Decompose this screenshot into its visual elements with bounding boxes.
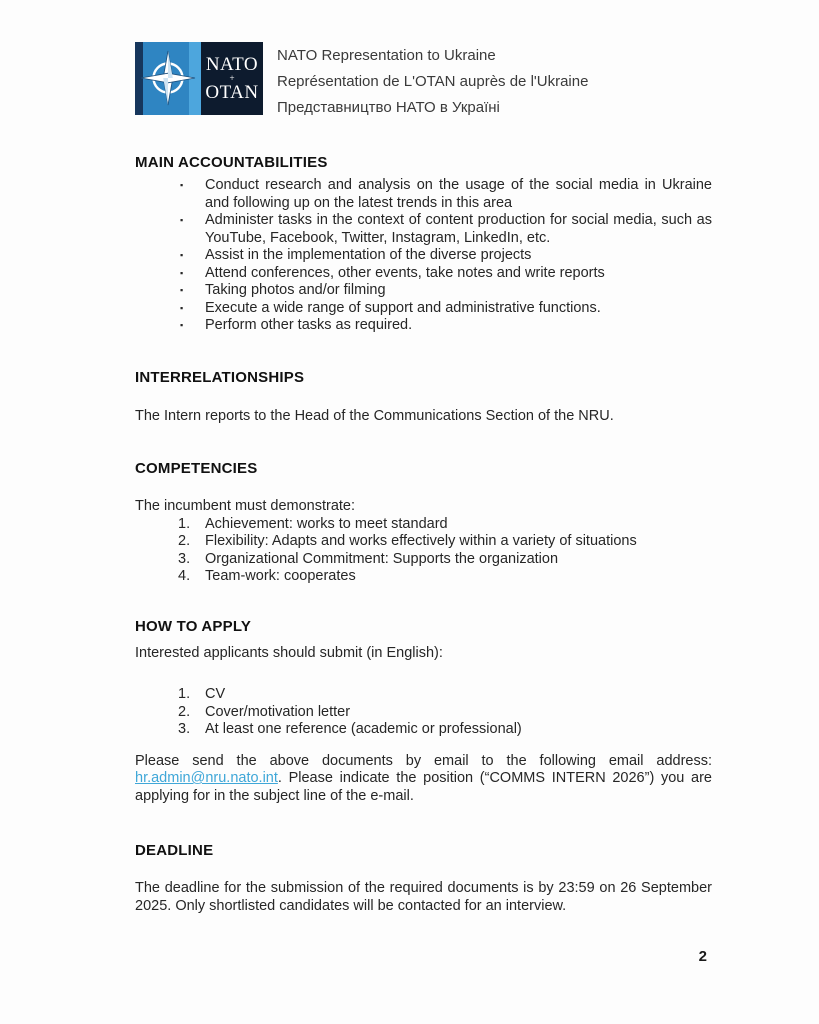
list-item [135, 212, 712, 247]
list-item-number: 1. [178, 686, 191, 702]
list-item-text: At least one reference (academic or professional) [205, 721, 522, 737]
list-item [135, 247, 712, 265]
list-item-text: Team-work: cooperates [205, 568, 356, 584]
list-item [135, 704, 712, 722]
how-to-apply-intro: Interested applicants should submit (in English): [135, 644, 443, 661]
list-item [135, 317, 712, 335]
section-heading-interrelationships: INTERRELATIONSHIPS [135, 368, 305, 386]
list-item-number: 3. [178, 721, 191, 737]
list-item [135, 282, 712, 300]
list-item-text: Perform other tasks as required. [205, 317, 413, 333]
section-heading-main-accountabilities: MAIN ACCOUNTABILITIES [135, 154, 328, 171]
list-item [135, 533, 712, 551]
list-item [135, 686, 712, 704]
list-item [135, 551, 712, 569]
email-para-before: Please send the above documents by email to the following email address: [135, 752, 712, 769]
deadline-body: The deadline for the submission of the required documents is by 23:59 on 26 September 2025. Only shortlisted candidates will be contacted for an interview. [135, 880, 712, 914]
header-title-fr: Représentation de L'OTAN auprès de l'Ukraine [277, 73, 589, 90]
list-item-text: Cover/motivation letter [205, 703, 351, 720]
list-item-text: Organizational Commitment: Supports the organization [205, 550, 559, 567]
list-item-number: 1. [178, 515, 191, 532]
list-item [135, 177, 712, 212]
list-item-text: Assist in the implementation of the diverse projects [205, 247, 532, 263]
logo-otan-text: OTAN [205, 82, 259, 103]
bullet-marker: ▪ [180, 215, 184, 225]
list-item-number: 3. [178, 550, 191, 567]
email-link[interactable]: hr.admin@nru.nato.int [135, 770, 278, 786]
email-para-after: . Please indicate the position (“COMMS INTERN 2026”) you are applying for in the subject line of the e-mail. [135, 770, 712, 804]
accountabilities-list [135, 177, 712, 335]
list-item [135, 300, 712, 318]
header-title-uk: Представництво НАТО в Україні [277, 99, 500, 116]
logo-nato-text: NATO [205, 54, 259, 75]
list-item-text: Flexibility: Adapts and works effectively within a variety of situations [205, 533, 637, 549]
nato-otan-panel [201, 42, 263, 115]
list-item [135, 721, 712, 739]
logo-star-divider-icon: + [229, 73, 235, 83]
list-item-number: 2. [178, 533, 191, 549]
competencies-intro: The incumbent must demonstrate: [135, 498, 356, 514]
list-item-text: Taking photos and/or filming [205, 282, 386, 298]
list-item-text: Attend conferences, other events, take notes and write reports [205, 264, 605, 281]
how-to-apply-list [135, 686, 712, 739]
list-item [135, 568, 712, 586]
list-item [135, 265, 712, 283]
page-number: 2 [698, 948, 707, 965]
list-item-text: Achievement: works to meet standard [205, 515, 448, 532]
header-title-en: NATO Representation to Ukraine [277, 47, 496, 64]
interrelationships-body: The Intern reports to the Head of the Communications Section of the NRU. [135, 407, 614, 424]
bullet-marker: ▪ [180, 267, 184, 278]
nato-compass-icon [139, 49, 197, 107]
list-item-number: 4. [178, 568, 191, 584]
bullet-marker: ▪ [180, 320, 184, 330]
list-item-text: Conduct research and analysis on the usage of the social media in Ukraine and following up on the latest trends in this area [205, 177, 712, 211]
nato-logo [135, 42, 263, 115]
section-heading-how-to-apply: HOW TO APPLY [135, 617, 252, 635]
list-item-text: Execute a wide range of support and administrative functions. [205, 299, 601, 316]
bullet-marker: ▪ [180, 250, 184, 260]
section-heading-competencies: COMPETENCIES [135, 460, 258, 477]
email-instructions-paragraph [135, 753, 712, 806]
section-heading-deadline: DEADLINE [135, 842, 214, 859]
competencies-list [135, 516, 712, 586]
list-item-number: 2. [178, 703, 191, 720]
bullet-marker: ▪ [180, 285, 184, 295]
list-item-text: Administer tasks in the context of content production for social media, such as YouTube, Facebook, Twitter, Instagram, LinkedIn, etc. [205, 212, 712, 246]
bullet-marker: ▪ [180, 302, 184, 313]
list-item [135, 516, 712, 534]
nato-flag-panel [135, 42, 201, 115]
bullet-marker: ▪ [180, 180, 184, 190]
list-item-text: CV [205, 686, 226, 702]
document-header [135, 42, 712, 121]
header-titles [277, 42, 588, 121]
